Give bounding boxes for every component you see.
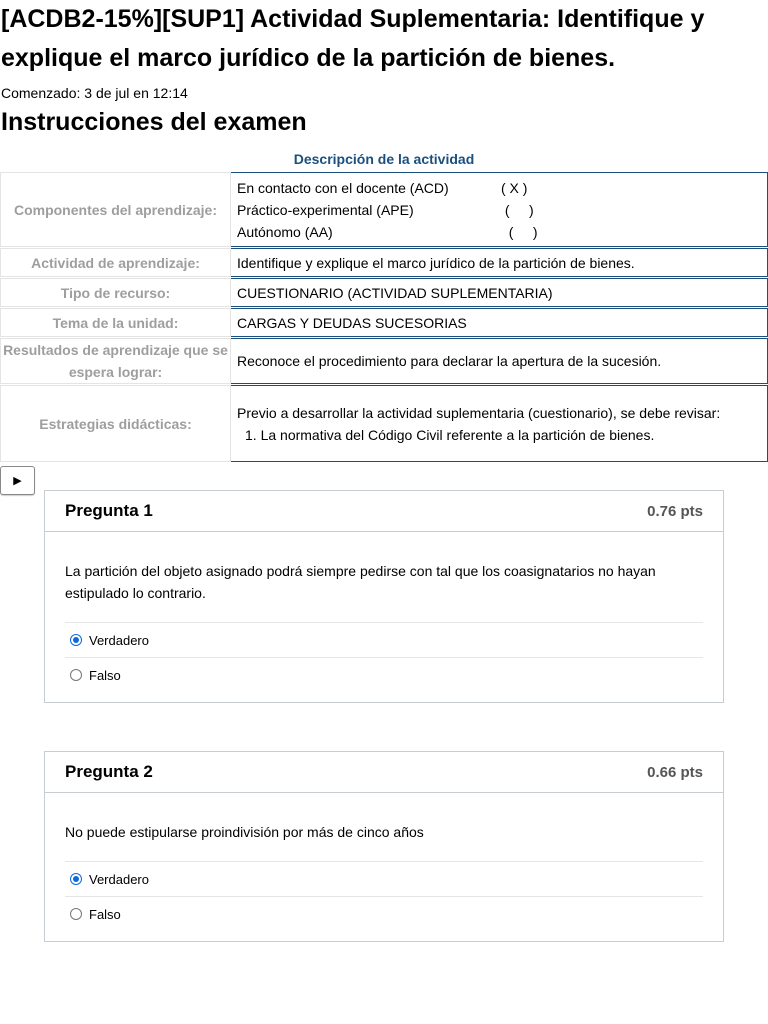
row-label: Actividad de aprendizaje: (1, 249, 231, 277)
components-row (1, 173, 768, 247)
strategies-list-item: 1. La normativa del Código Civil referente a la partición de bienes. (245, 426, 655, 443)
row-value: Identifique y explique el marco jurídico de la partición de bienes. (231, 249, 768, 277)
components-value (231, 173, 768, 247)
answer-label: Falso (89, 667, 121, 683)
question-text: No puede estipularse proindivisión por más de cinco años (65, 824, 424, 840)
play-triangle-icon: ▶ (13, 475, 22, 487)
row-label: Tema de la unidad: (1, 309, 231, 337)
radio-unselected-icon[interactable] (70, 908, 82, 920)
question-card (44, 751, 724, 942)
row-value: CUESTIONARIO (ACTIVIDAD SUPLEMENTARIA) (231, 279, 768, 307)
activity-table-heading: Descripción de la actividad (293, 151, 475, 167)
question-body (45, 793, 723, 941)
strategies-label: Estrategias didácticas: (1, 386, 231, 462)
question-points: 0.66 pts (647, 763, 703, 781)
quiz-title: [ACDB2-15%][SUP1] Actividad Suplementaria: Identifique y explique el marco jurídico de la partición de bienes. (1, 5, 705, 72)
strategies-row (1, 386, 768, 462)
question-header (45, 491, 723, 532)
question-header (45, 752, 723, 793)
radio-unselected-icon[interactable] (70, 669, 82, 681)
row-value: CARGAS Y DEUDAS SUCESORIAS (231, 309, 768, 337)
unit-topic-row (1, 309, 768, 337)
instructions-heading: Instrucciones del examen (1, 108, 307, 136)
strategies-value (231, 386, 768, 462)
strategies-text: Previo a desarrollar la actividad suplementaria (cuestionario), se debe revisar: (237, 404, 721, 421)
activity-description-table (0, 172, 768, 462)
row-value: Reconoce el procedimiento para declarar la apertura de la sucesión. (231, 339, 768, 384)
radio-selected-icon[interactable] (70, 873, 82, 885)
row-label: Resultados de aprendizaje que se espera lograr: (1, 339, 231, 384)
resource-type-row (1, 279, 768, 307)
question-body (45, 532, 723, 702)
answer-label: Verdadero (89, 871, 149, 887)
row-label: Tipo de recurso: (1, 279, 231, 307)
question-title: Pregunta 1 (65, 501, 153, 520)
answer-option[interactable] (65, 861, 703, 896)
component-item: Práctico-experimental (APE) ( ) (237, 201, 534, 218)
component-item: Autónomo (AA) ( ) (237, 223, 538, 240)
question-title: Pregunta 2 (65, 762, 153, 781)
question-points: 0.76 pts (647, 502, 703, 520)
question-text: La partición del objeto asignado podrá siempre pedirse con tal que los coasignatarios no hayan estipulado lo contrario. (65, 563, 656, 601)
answer-option[interactable] (65, 896, 703, 931)
answer-label: Verdadero (89, 632, 149, 648)
answer-label: Falso (89, 906, 121, 922)
answer-option[interactable] (65, 657, 703, 692)
question-card (44, 490, 724, 703)
radio-selected-icon[interactable] (70, 634, 82, 646)
learning-activity-row (1, 249, 768, 277)
answer-option[interactable] (65, 622, 703, 657)
started-timestamp: Comenzado: 3 de jul en 12:14 (1, 85, 188, 101)
component-item: En contacto con el docente (ACD) ( X ) (237, 179, 528, 196)
learning-outcomes-row (1, 339, 768, 384)
components-label: Componentes del aprendizaje: (1, 173, 231, 247)
expand-toggle-button[interactable] (0, 466, 35, 495)
